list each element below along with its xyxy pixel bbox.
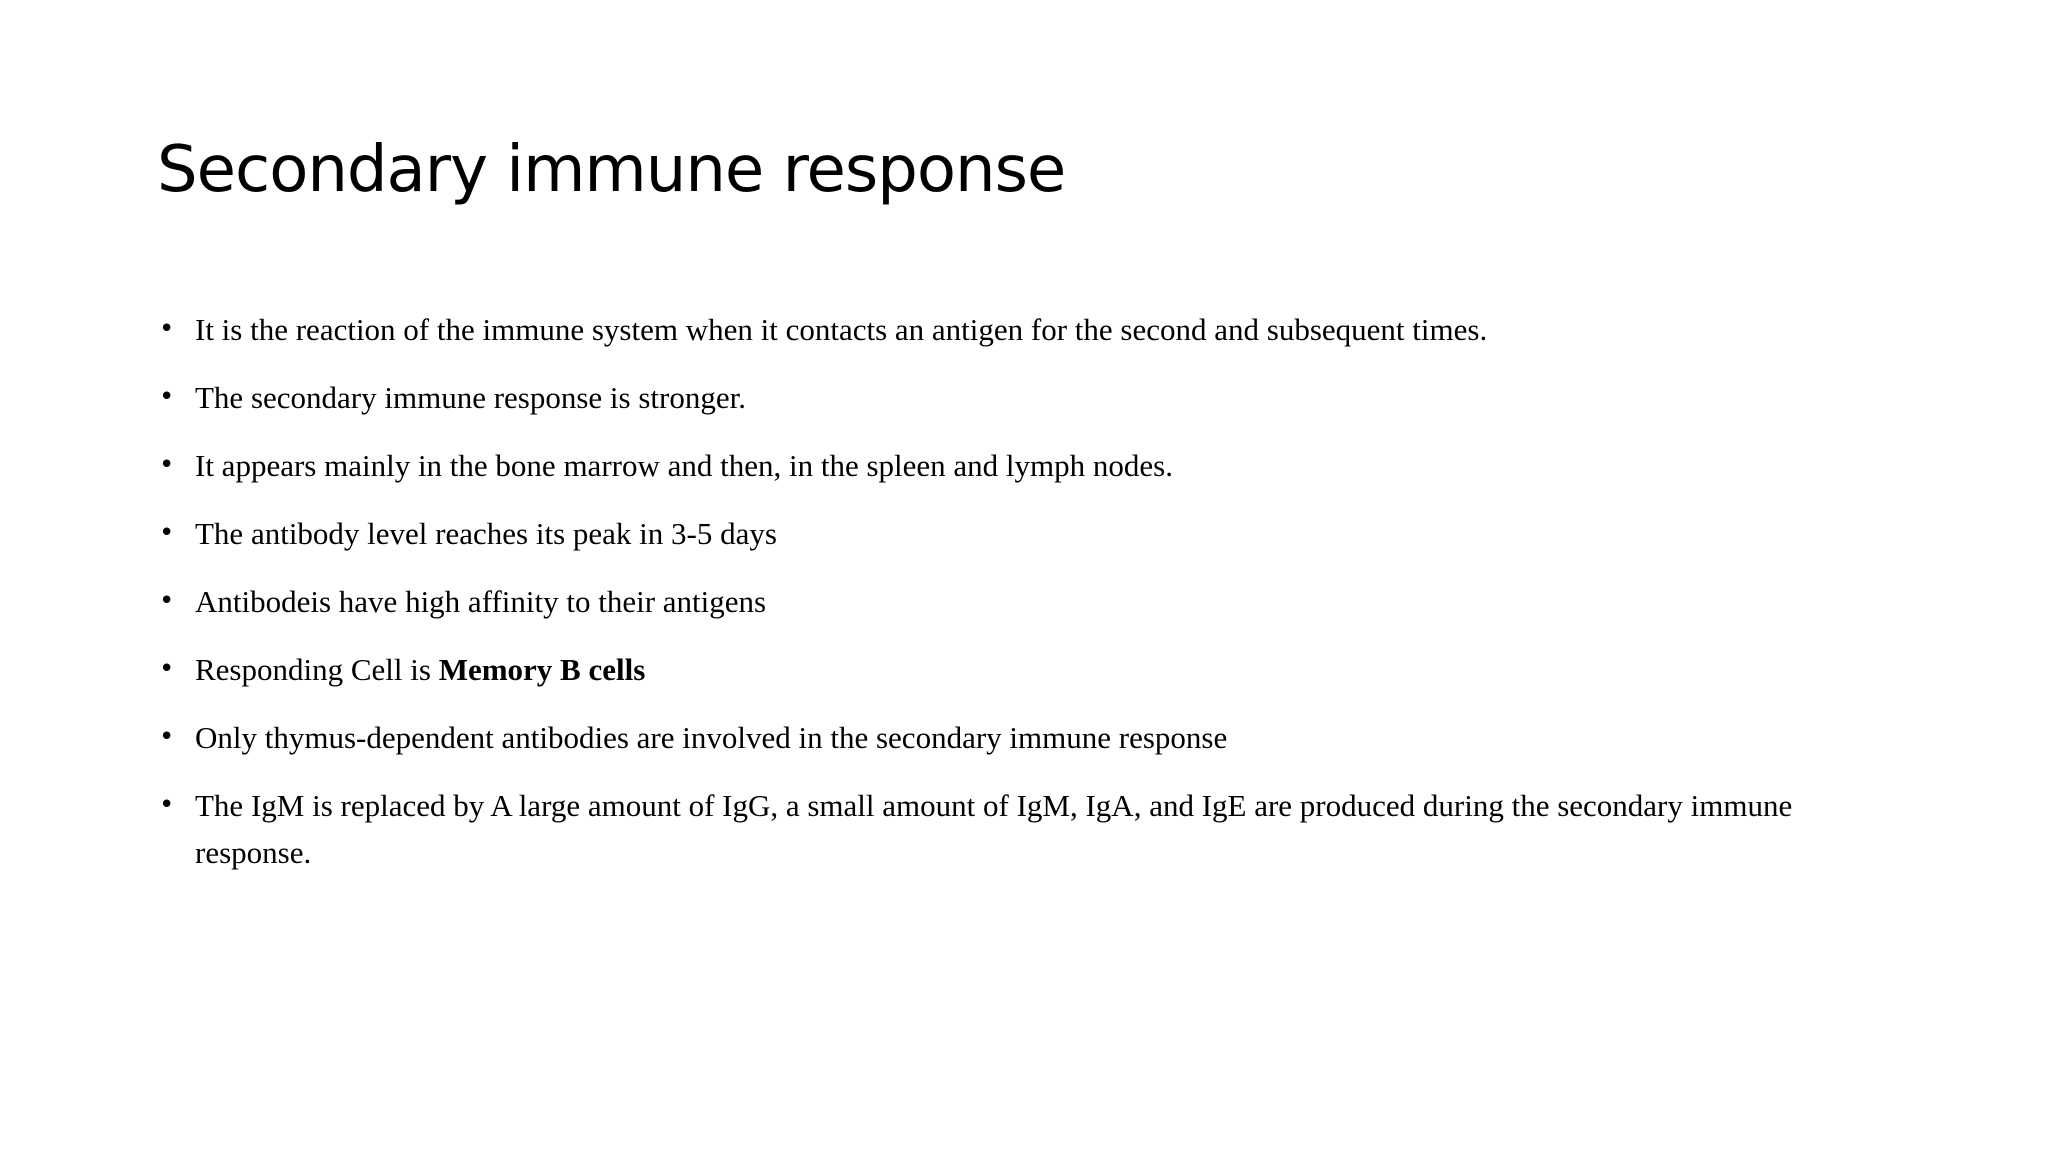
bullet-text: It appears mainly in the bone marrow and then, in the spleen and lymph nodes. (195, 448, 1173, 483)
bullet-item (157, 714, 1897, 761)
bullet-dot: • (159, 722, 175, 752)
bullet-item (157, 442, 1897, 489)
bullet-item (157, 782, 1897, 876)
bullet-dot: • (159, 518, 175, 548)
bullet-item (157, 306, 1897, 353)
bullet-text: The IgM is replaced by A large amount of IgG, a small amount of IgM, IgA, and IgE are produced during the secondary immune response. (195, 788, 1793, 870)
bullet-dot: • (159, 314, 175, 344)
bullet-dot: • (159, 654, 175, 684)
bullet-item (157, 510, 1897, 557)
bullet-item (157, 578, 1897, 625)
bullet-dot: • (159, 450, 175, 480)
bullet-text: Antibodeis have high affinity to their antigens (195, 584, 767, 619)
bullet-item (157, 374, 1897, 421)
bullet-dot: • (159, 382, 175, 412)
bullet-text: The secondary immune response is stronger. (195, 380, 746, 415)
bullet-text: Responding Cell is (195, 652, 439, 687)
bullet-dot: • (159, 586, 175, 616)
slide-title: Secondary immune response (157, 133, 1066, 207)
bullet-list (157, 306, 1897, 897)
bullet-text: It is the reaction of the immune system when it contacts an antigen for the second and subsequent times. (195, 312, 1488, 347)
bullet-text: Only thymus-dependent antibodies are involved in the secondary immune response (195, 720, 1228, 755)
bullet-bold-text: Memory B cells (438, 652, 646, 687)
bullet-dot: • (159, 790, 175, 820)
bullet-item (157, 646, 1897, 693)
bullet-text: The antibody level reaches its peak in 3-5 days (195, 516, 777, 551)
